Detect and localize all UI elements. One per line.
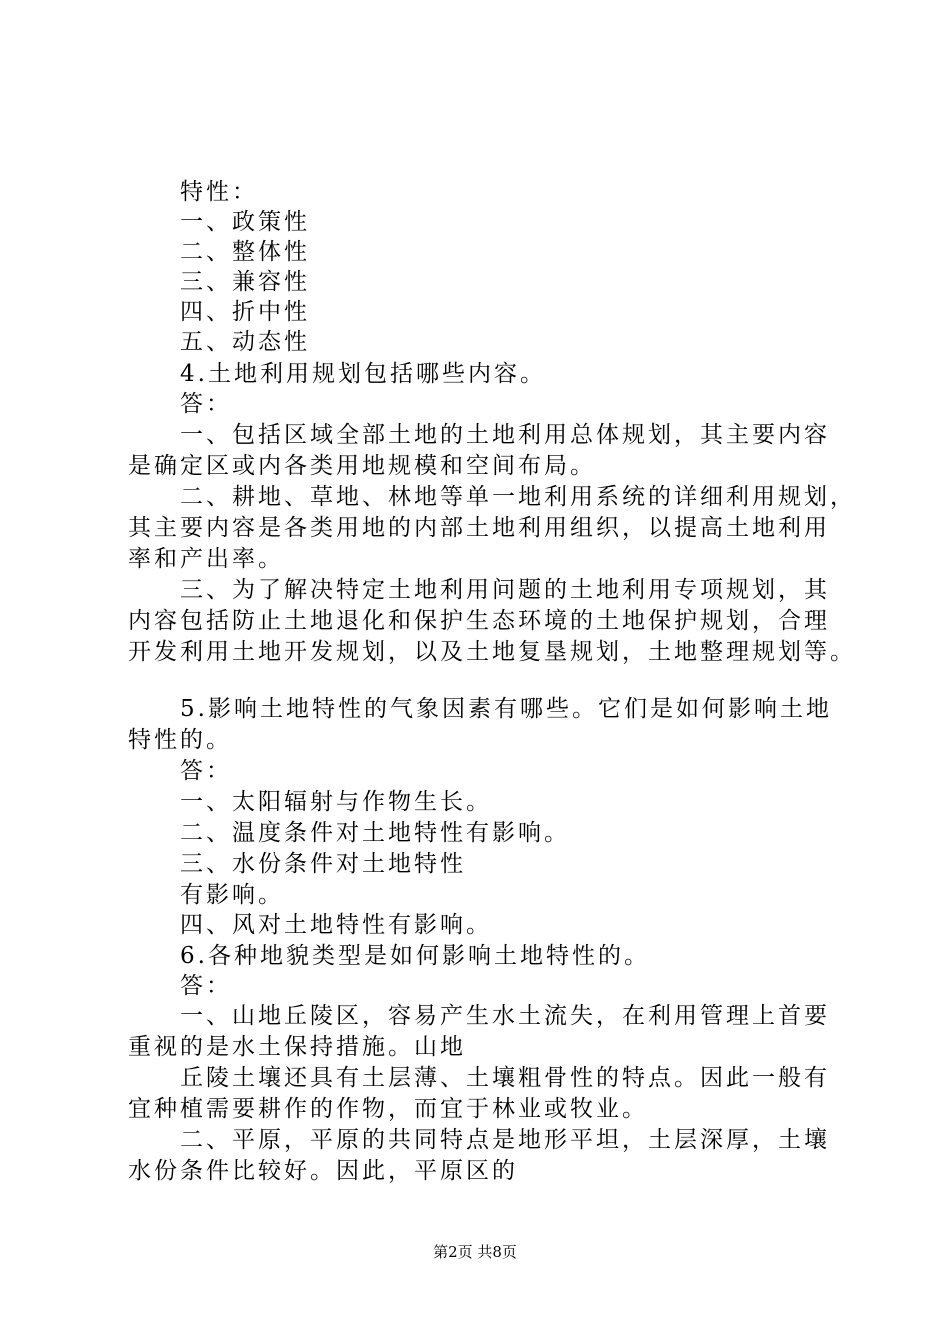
- answer-label: 答：: [180, 973, 232, 999]
- text-line: 特性的。: [128, 727, 232, 753]
- text-line: 二、整体性: [180, 239, 310, 265]
- text-line: 三、兼容性: [180, 269, 310, 295]
- text-line: 一、山地丘陵区，容易产生水土流失，在利用管理上首要: [180, 1003, 830, 1029]
- text-line: 特性：: [180, 179, 258, 205]
- text-line: 二、耕地、草地、林地等单一地利用系统的详细利用规划，: [180, 484, 856, 510]
- text-line: 内容包括防止土地退化和保护生态环境的土地保护规划，合理: [128, 608, 830, 634]
- text-line: 丘陵土壤还具有土层薄、土壤粗骨性的特点。因此一般有: [180, 1065, 830, 1091]
- text-line: 二、温度条件对土地特性有影响。: [180, 820, 570, 846]
- text-line: 率和产出率。: [128, 546, 284, 572]
- text-line: 一、太阳辐射与作物生长。: [180, 789, 492, 815]
- text-line: 三、为了解决特定土地利用问题的土地利用专项规划，其: [180, 577, 830, 603]
- text-line: 水份条件比较好。因此，平原区的: [128, 1158, 518, 1184]
- text-line: 一、政策性: [180, 209, 310, 235]
- text-line: 五、动态性: [180, 329, 310, 355]
- answer-label: 答：: [180, 391, 232, 417]
- question-heading: 6.各种地貌类型是如何影响土地特性的。: [180, 943, 650, 969]
- text-line: 一、包括区域全部土地的土地利用总体规划，其主要内容: [180, 422, 830, 448]
- question-heading: 4.土地利用规划包括哪些内容。: [180, 361, 546, 387]
- text-line: 二、平原，平原的共同特点是地形平坦，土层深厚，土壤: [180, 1127, 830, 1153]
- question-heading: 5.影响土地特性的气象因素有哪些。它们是如何影响土地: [180, 696, 832, 722]
- text-line: 是确定区或内各类用地规模和空间布局。: [128, 453, 596, 479]
- text-line: 三、水份条件对土地特性: [180, 851, 466, 877]
- text-line: 有影响。: [180, 882, 284, 908]
- text-line: 四、折中性: [180, 299, 310, 325]
- text-line: 其主要内容是各类用地的内部土地利用组织，以提高土地利用: [128, 515, 830, 541]
- text-line: 四、风对土地特性有影响。: [180, 912, 492, 938]
- page-footer: 第2页 共8页: [433, 1243, 517, 1261]
- answer-label: 答：: [180, 758, 232, 784]
- text-line: 重视的是水土保持措施。山地: [128, 1034, 466, 1060]
- text-line: 宜种植需要耕作的作物，而宜于林业或牧业。: [128, 1096, 648, 1122]
- text-line: 开发利用土地开发规划，以及土地复垦规划，土地整理规划等。: [128, 639, 856, 665]
